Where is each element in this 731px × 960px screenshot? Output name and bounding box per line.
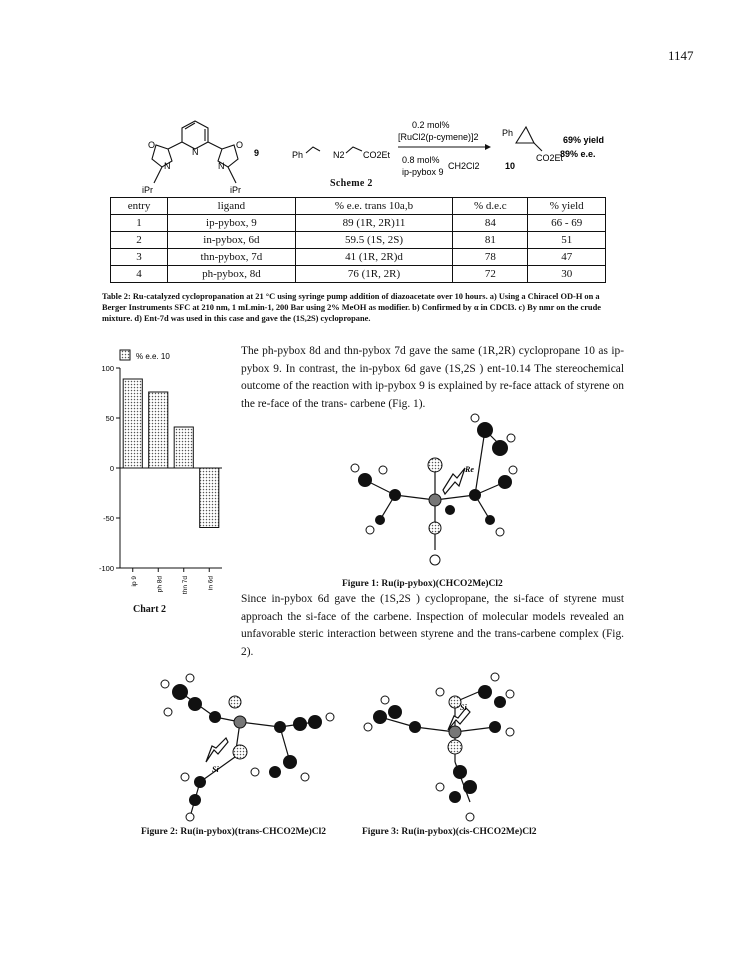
figure-2-model xyxy=(140,672,340,822)
y-tick-label: 100 xyxy=(101,364,114,373)
page-number: 1147 xyxy=(668,48,694,63)
table-cell: 1 xyxy=(111,215,168,232)
table-cell: ip-pybox, 9 xyxy=(168,215,296,232)
table-header: % yield xyxy=(528,198,606,215)
table-cell: thn-pybox, 7d xyxy=(168,249,296,266)
table-cell: 72 xyxy=(453,266,528,283)
ligand-ipr-right: iPr xyxy=(230,185,241,195)
table-row xyxy=(111,249,606,266)
product-ph: Ph xyxy=(502,128,514,138)
table-cell: 59.5 (1S, 2S) xyxy=(295,232,452,249)
diazo-ester: CO2Et xyxy=(363,150,391,160)
table-cell: 51 xyxy=(528,232,606,249)
ligand-n-center: N xyxy=(192,147,199,157)
table-cell: 3 xyxy=(111,249,168,266)
fig3-si-label: Si xyxy=(460,703,467,712)
y-tick-label: 50 xyxy=(105,414,114,423)
ee-bar-chart xyxy=(100,350,240,620)
ligand-name: ip-pybox 9 xyxy=(402,167,444,177)
bar xyxy=(123,379,142,468)
ligand-ipr-left: iPr xyxy=(142,185,153,195)
styrene-bond xyxy=(306,147,320,153)
table-row xyxy=(111,266,606,283)
fig1-re-label: Re xyxy=(465,465,474,474)
table-cell: 76 (1R, 2R) xyxy=(295,266,452,283)
figure-2-caption: Figure 2: Ru(in-pybox)(trans-CHCO2Me)Cl2 xyxy=(141,827,327,837)
fig2-si-label: Si xyxy=(212,765,219,774)
paragraph-1: The ph-pybox 8d and thn-pybox 7d gave the same (1R,2R) cyclopropane 10 as ip-pybox 9. In contrast, the in-pybox 6d gave (1S,2S ) ent-10.14 The stereochemical outcome of the reaction with ip-pybox 9 is explained by re-face attack of styrene on the re-face of the trans- carbene (Fig. 1). xyxy=(241,345,624,410)
table-header: entry xyxy=(111,198,168,215)
y-tick-label: 0 xyxy=(109,464,114,473)
table-cell: 4 xyxy=(111,266,168,283)
ligand-o-right: O xyxy=(236,140,244,150)
ligand-n-right: N xyxy=(218,161,225,171)
table-cell: 81 xyxy=(453,232,528,249)
product-ester: CO2Et xyxy=(536,153,564,163)
figure-1-model xyxy=(335,410,525,575)
table-cell: 84 xyxy=(453,215,528,232)
table-cell: in-pybox, 6d xyxy=(168,232,296,249)
arrow-head xyxy=(485,144,491,150)
ee-text: 89% e.e. xyxy=(560,149,596,159)
ligand-number: 9 xyxy=(254,148,260,158)
legend-swatch xyxy=(120,350,130,360)
category-label: thn 7d xyxy=(181,576,189,595)
bar xyxy=(200,468,219,528)
bar xyxy=(174,427,193,468)
table-cell: ph-pybox, 8d xyxy=(168,266,296,283)
table-row xyxy=(111,215,606,232)
table-cell: 41 (1R, 2R)d xyxy=(295,249,452,266)
table-cell: 78 xyxy=(453,249,528,266)
cyclopropane-ring xyxy=(516,127,534,143)
y-tick-label: -50 xyxy=(103,514,114,523)
paragraph-2: Since in-pybox 6d gave the (1S,2S ) cyclopropane, the si-face of styrene must approach the si-face of the carbene. Inspection of molecular models revealed an unfavorable steric interaction between styrene and the trans-carbene complex (Fig. 2). xyxy=(241,593,624,658)
figure-3-model xyxy=(360,672,550,822)
yield-text: 69% yield xyxy=(563,135,605,145)
table-cell: 30 xyxy=(528,266,606,283)
catalyst: [RuCl2(p-cymene)]2 xyxy=(398,132,479,142)
figure-1-caption: Figure 1: Ru(ip-pybox)(CHCO2Me)Cl2 xyxy=(342,579,503,589)
y-tick-label: -100 xyxy=(98,564,114,573)
table-header-row xyxy=(111,198,606,215)
category-label: ph 8d xyxy=(156,576,164,593)
table-cell: 89 (1R, 2R)11 xyxy=(295,215,452,232)
ligand-n-left: N xyxy=(164,161,171,171)
table-cell: 66 - 69 xyxy=(528,215,606,232)
ligand-loading: 0.8 mol% xyxy=(402,155,440,165)
category-label: in 6d xyxy=(207,576,215,591)
results-table xyxy=(110,197,606,283)
product-ester-bond xyxy=(534,143,542,151)
legend-label: % e.e. 10 xyxy=(136,352,170,361)
styrene-ph: Ph xyxy=(292,150,304,160)
table-cell: 47 xyxy=(528,249,606,266)
table-row xyxy=(111,232,606,249)
solvent: CH2Cl2 xyxy=(448,161,480,171)
product-number: 10 xyxy=(505,161,516,171)
category-label: ip 9 xyxy=(130,576,138,587)
catalyst-loading: 0.2 mol% xyxy=(412,120,450,130)
figure-3-caption: Figure 3: Ru(in-pybox)(cis-CHCO2Me)Cl2 xyxy=(362,827,537,837)
table-header: % e.e. trans 10a,b xyxy=(295,198,452,215)
diazo-bond xyxy=(346,147,362,153)
bar xyxy=(149,392,168,468)
scheme-2 xyxy=(142,98,620,208)
ligand-o-left: O xyxy=(148,140,156,150)
table-header: % d.e.c xyxy=(453,198,528,215)
table-footnote: Table 2: Ru-catalyzed cyclopropanation at 21 °C using syringe pump addition of diazoacetate over 10 hours. a) Using a Chiracel OD-H on a Berger Instruments SFC at 210 nm, 1 mLmin-1, 200 Bar using 2% MeOH as modifier. b) Confirmed by α in CDCl3. c) By nmr on the crude mixture. d) Ent-7d was used in this case and gave the (1S,2S) cyclopropane. xyxy=(102,292,601,323)
diazo-n2: N2 xyxy=(333,150,345,160)
table-header: ligand xyxy=(168,198,296,215)
scheme-caption: Scheme 2 xyxy=(330,178,373,189)
chart-caption: Chart 2 xyxy=(133,604,167,615)
table-cell: 2 xyxy=(111,232,168,249)
